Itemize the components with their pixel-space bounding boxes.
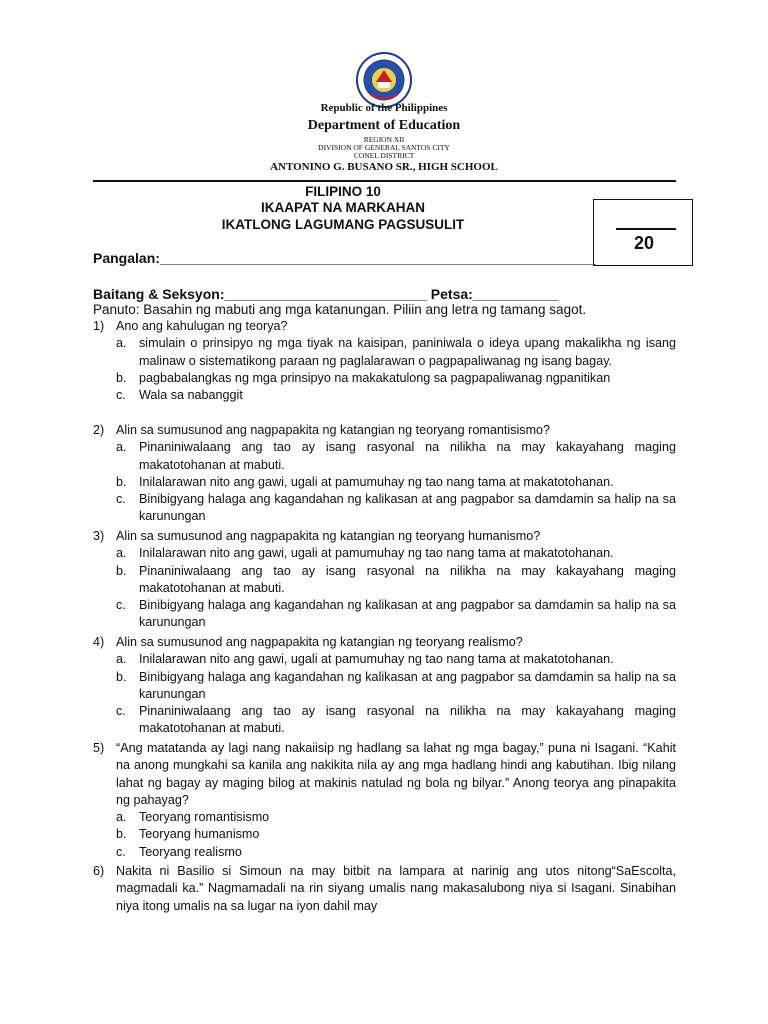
option-text: Inilalarawan nito ang gawi, ugali at pamumuhay ng tao nang tama at makatotohanan. — [139, 546, 614, 561]
score-box — [593, 199, 693, 266]
deped-seal-logo — [356, 52, 412, 108]
option-text: Teoryang romantisismo — [139, 810, 270, 825]
option-letter: b. — [116, 370, 127, 385]
option-letter: c. — [116, 704, 126, 719]
option-letter: b. — [116, 827, 127, 842]
question-2 — [93, 422, 676, 526]
subject-title: FILIPINO 10 — [305, 184, 381, 199]
option-text: simulain o prinsipyo ng mga tiyak na kaisipan, paniniwala o ideya upang makalikha ng isang malinaw o sistematikong paraan ng paglalarawan o pagpapaliwanag ng isang bagay. — [139, 336, 676, 368]
question-number: 4) — [93, 635, 105, 649]
question-1 — [93, 318, 676, 404]
option-c[interactable] — [116, 703, 676, 738]
option-a[interactable] — [116, 651, 676, 668]
question-number: 5) — [93, 741, 105, 755]
option-c[interactable] — [116, 597, 676, 632]
grade-section-date-field[interactable]: Baitang & Seksyon:__________________________ Petsa:___________ — [93, 286, 559, 302]
option-text: Teoryang realismo — [139, 844, 242, 859]
question-5 — [93, 740, 676, 861]
option-letter: a. — [116, 652, 127, 667]
option-a[interactable] — [116, 545, 676, 562]
option-a[interactable] — [116, 809, 676, 826]
option-b[interactable] — [116, 669, 676, 704]
option-letter: a. — [116, 810, 127, 825]
option-b[interactable] — [116, 370, 676, 387]
option-letter: c. — [116, 492, 126, 507]
question-stem: Alin sa sumusunod ang nagpapakita ng katangian ng teoryang romantisismo? — [116, 423, 551, 437]
option-c[interactable] — [116, 844, 676, 861]
question-3 — [93, 528, 676, 632]
option-b[interactable] — [116, 826, 676, 843]
quarter-title: IKAAPAT NA MARKAHAN — [261, 200, 425, 215]
option-letter: a. — [116, 546, 127, 561]
option-text: pagbabalangkas ng mga prinsipyo na makakatulong sa pagpapaliwanag ngpanitikan — [139, 370, 611, 385]
division-label: DIVISION OF GENERAL SANTOS CITY — [318, 143, 450, 152]
header-divider — [93, 180, 676, 182]
department-label: Department of Education — [307, 118, 461, 133]
option-text: Teoryang humanismo — [139, 827, 260, 842]
test-title: IKATLONG LAGUMANG PAGSUSULIT — [221, 217, 465, 232]
option-letter: c. — [116, 388, 126, 403]
republic-label: Republic of the Philippines — [320, 102, 448, 114]
option-a[interactable] — [116, 439, 676, 474]
option-text: Wala sa nabanggit — [139, 388, 243, 403]
option-letter: a. — [116, 336, 127, 351]
question-number: 6) — [93, 864, 105, 878]
question-stem: Ano ang kahulugan ng teorya? — [116, 319, 288, 333]
option-a[interactable] — [116, 335, 676, 370]
option-b[interactable] — [116, 474, 676, 491]
option-c[interactable] — [116, 491, 676, 526]
score-blank[interactable] — [616, 228, 676, 230]
option-b[interactable] — [116, 563, 676, 598]
option-text: Inilalarawan nito ang gawi, ugali at pamumuhay ng tao nang tama at makatotohanan. — [139, 474, 614, 489]
question-stem: “Ang matatanda ay lagi nang nakaiisip ng hadlang sa lahat ng mga bagay,” puna ni Isagani. “Kahit na anong mungkahi sa kanila ang nakikita nila ay ang mga hadlang hindi ang kabutihan. Ibig nilang lahat ng bagay ay maging bilog at makinis natulad ng bola ng bilyar.” Anong teorya ang pinapakita ng pahayag? — [116, 741, 676, 807]
option-text: Binibigyang halaga ang kagandahan ng kalikasan at ang pagpabor sa damdamin sa halip na sa karunungan — [139, 492, 676, 524]
name-field[interactable]: Pangalan:________________________________________________________ — [93, 250, 596, 266]
option-letter: a. — [116, 440, 127, 455]
option-text: Pinaniniwalaang ang tao ay isang rasyonal na nilikha na may kakayahang maging makatotohanan at mabuti. — [139, 704, 676, 736]
option-c[interactable] — [116, 387, 676, 404]
question-4 — [93, 634, 676, 738]
score-total: 20 — [633, 233, 655, 253]
question-number: 3) — [93, 529, 105, 543]
option-letter: c. — [116, 598, 126, 613]
option-letter: c. — [116, 844, 126, 859]
option-text: Pinaniniwalaang ang tao ay isang rasyonal na nilikha na may kakayahang maging makatotohanan at mabuti. — [139, 563, 676, 595]
option-letter: b. — [116, 669, 127, 684]
option-text: Binibigyang halaga ang kagandahan ng kalikasan at ang pagpabor sa damdamin sa halip na sa karunungan — [139, 598, 676, 630]
question-stem: Nakita ni Basilio si Simoun na may bitbit na lampara at narinig ang utos nitong“SaEscolta, magmadali ka.” Nagmamadali na rin siyang umalis nang makasalubong niya si Isagani. Sinabihan niya itong umalis na sa lugar na iyon dahil may — [116, 864, 676, 913]
instructions: Panuto: Basahin ng mabuti ang mga katanungan. Piliin ang letra ng tamang sagot. — [93, 302, 587, 317]
question-number: 2) — [93, 423, 105, 437]
question-stem: Alin sa sumusunod ang nagpapakita ng katangian ng teoryang humanismo? — [116, 529, 541, 543]
district-label: CONEL DISTRICT — [353, 151, 415, 160]
question-6 — [93, 863, 676, 915]
school-name: ANTONINO G. BUSANO SR., HIGH SCHOOL — [270, 161, 498, 173]
option-text: Inilalarawan nito ang gawi, ugali at pamumuhay ng tao nang tama at makatotohanan. — [139, 652, 614, 667]
question-stem: Alin sa sumusunod ang nagpapakita ng katangian ng teoryang realismo? — [116, 635, 523, 649]
option-letter: b. — [116, 474, 127, 489]
option-text: Pinaniniwalaang ang tao ay isang rasyonal na nilikha na may kakayahang maging makatotohanan at mabuti. — [139, 440, 676, 472]
question-number: 1) — [93, 319, 105, 333]
region-label: REGION XII — [363, 135, 405, 144]
option-letter: b. — [116, 563, 127, 578]
option-text: Binibigyang halaga ang kagandahan ng kalikasan at ang pagpabor sa damdamin sa halip na sa karunungan — [139, 669, 676, 701]
